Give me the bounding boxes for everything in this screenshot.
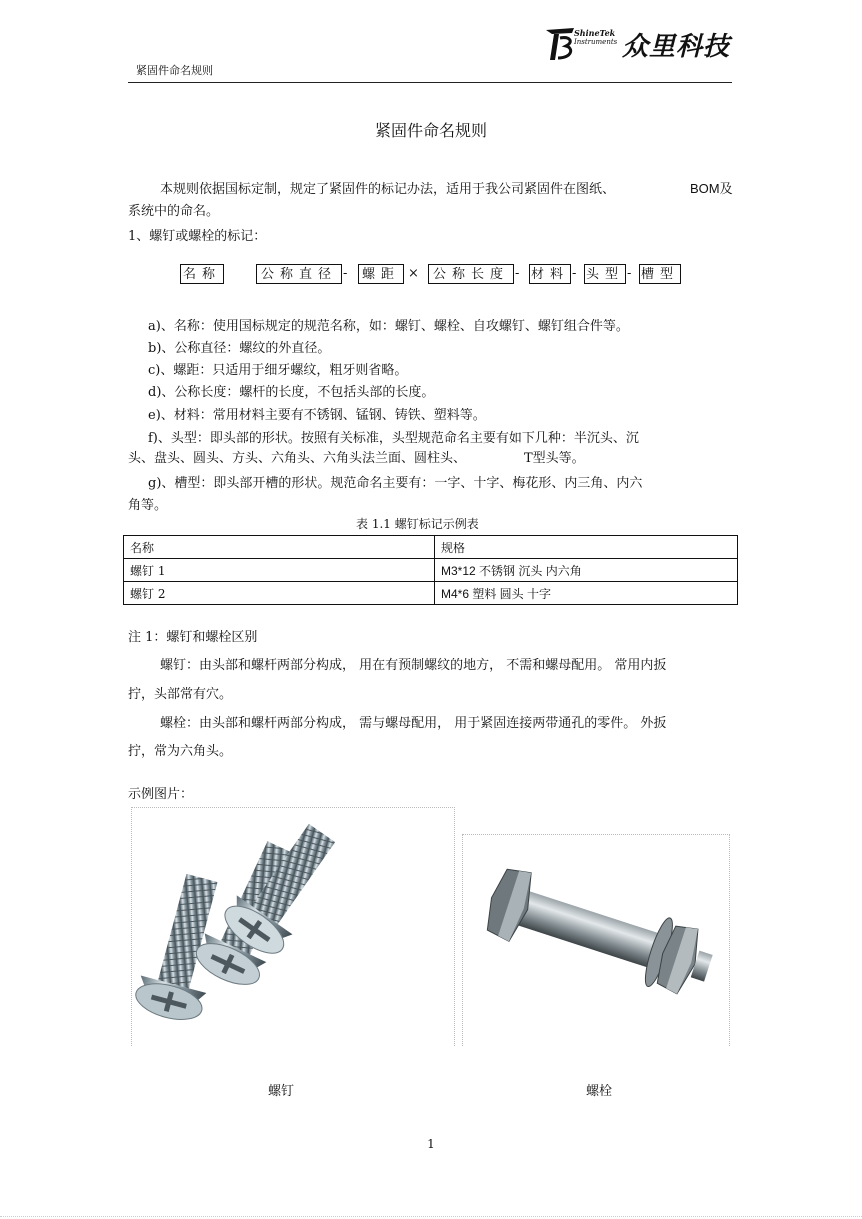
item-f-line-2: 头、盘头、圆头、方头、六角头、六角头法兰面、圆柱头、 [128,451,467,466]
note-bolt-line-1: 螺栓：由头部和螺杆两部分构成， 需与螺母配用， 用于紧固连接两带通孔的零件。 外扳 [160,716,667,731]
item-f-line-1: f)、头型：即头部的形状。按照有关标准，头型规范命名主要有如下几种：半沉头、沉 [148,431,639,446]
note-bolt-line-2: 拧，常为六角头。 [128,744,233,759]
table-caption: 表 1.1 螺钉标记示例表 [356,517,479,531]
item-g-line-2: 角等。 [128,498,168,513]
notation-times: × [408,266,419,281]
screw-image-frame [131,807,455,1046]
table-cell-name: 螺钉 1 [124,559,435,582]
logo-english-subtitle: Instruments [574,38,618,46]
notation-head: 头型 [584,264,626,284]
header-divider [128,82,732,83]
notation-sep-1: - [343,266,348,281]
note-screw-line-1: 螺钉：由头部和螺杆两部分构成， 用在有预制螺纹的地方， 不需和螺母配用。 常用内扳 [160,658,667,673]
page-number: 1 [427,1137,435,1151]
notation-length: 公称长度 [428,264,514,284]
item-c: c)、螺距：只适用于细牙螺纹，粗牙则省略。 [148,363,408,378]
item-e: e)、材料：常用材料主要有不锈钢、锰钢、铸铁、塑料等。 [148,408,486,423]
table-header-name: 名称 [124,536,435,559]
intro-bom: BOM及 [690,181,733,196]
table-cell-name: 螺钉 2 [124,582,435,605]
notation-name: 名称 [180,264,224,284]
table-header-spec: 规格 [435,536,738,559]
item-a: a)、名称：使用国标规定的规范名称，如：螺钉、螺栓、自攻螺钉、螺钉组合件等。 [148,319,629,334]
company-logo [540,22,730,68]
screw-image [132,808,454,1046]
screw-caption: 螺钉 [268,1084,295,1099]
intro-line-1: 本规则依据国标定制，规定了紧固件的标记办法，适用于我公司紧固件在图纸、 [160,182,616,197]
notation-sep-4: - [627,266,632,281]
item-f-line-2b: T型头等。 [524,451,585,466]
item-g-line-1: g)、槽型：即头部开槽的形状。规范命名主要有：一字、十字、梅花形、内三角、内六 [148,476,643,491]
notation-material: 材料 [529,264,571,284]
page-bottom-edge [0,1216,862,1217]
note-screw-line-2: 拧，头部常有穴。 [128,687,233,702]
bolt-caption: 螺栓 [586,1084,613,1099]
table-row [124,559,738,582]
logo-chinese-name: 众里科技 [622,32,731,62]
examples-label: 示例图片： [128,787,194,802]
marking-example-table [123,535,738,605]
notation-pitch: 螺距 [358,264,404,284]
notation-diameter: 公称直径 [256,264,342,284]
header-title: 紧固件命名规则 [136,64,213,77]
table-row [124,582,738,605]
table-header-row [124,536,738,559]
document-title: 紧固件命名规则 [374,121,487,140]
bolt-image-frame [462,834,730,1046]
intro-line-2: 系统中的命名。 [128,204,220,219]
table-cell-spec: M4*6 塑料 圆头 十字 [435,582,738,605]
notation-sep-3: - [572,266,577,281]
bolt-image [463,835,729,1046]
logo-english-name: ShineTek [574,28,616,38]
notation-sep-2: - [515,266,520,281]
notation-slot: 槽型 [639,264,681,284]
item-b: b)、公称直径：螺纹的外直径。 [148,341,331,356]
section-1-heading: 1、螺钉或螺栓的标记： [128,229,267,244]
item-d: d)、公称长度：螺杆的长度，不包括头部的长度。 [148,385,435,400]
note-title: 注 1：螺钉和螺栓区别 [128,630,258,645]
table-cell-spec: M3*12 不锈钢 沉头 内六角 [435,559,738,582]
